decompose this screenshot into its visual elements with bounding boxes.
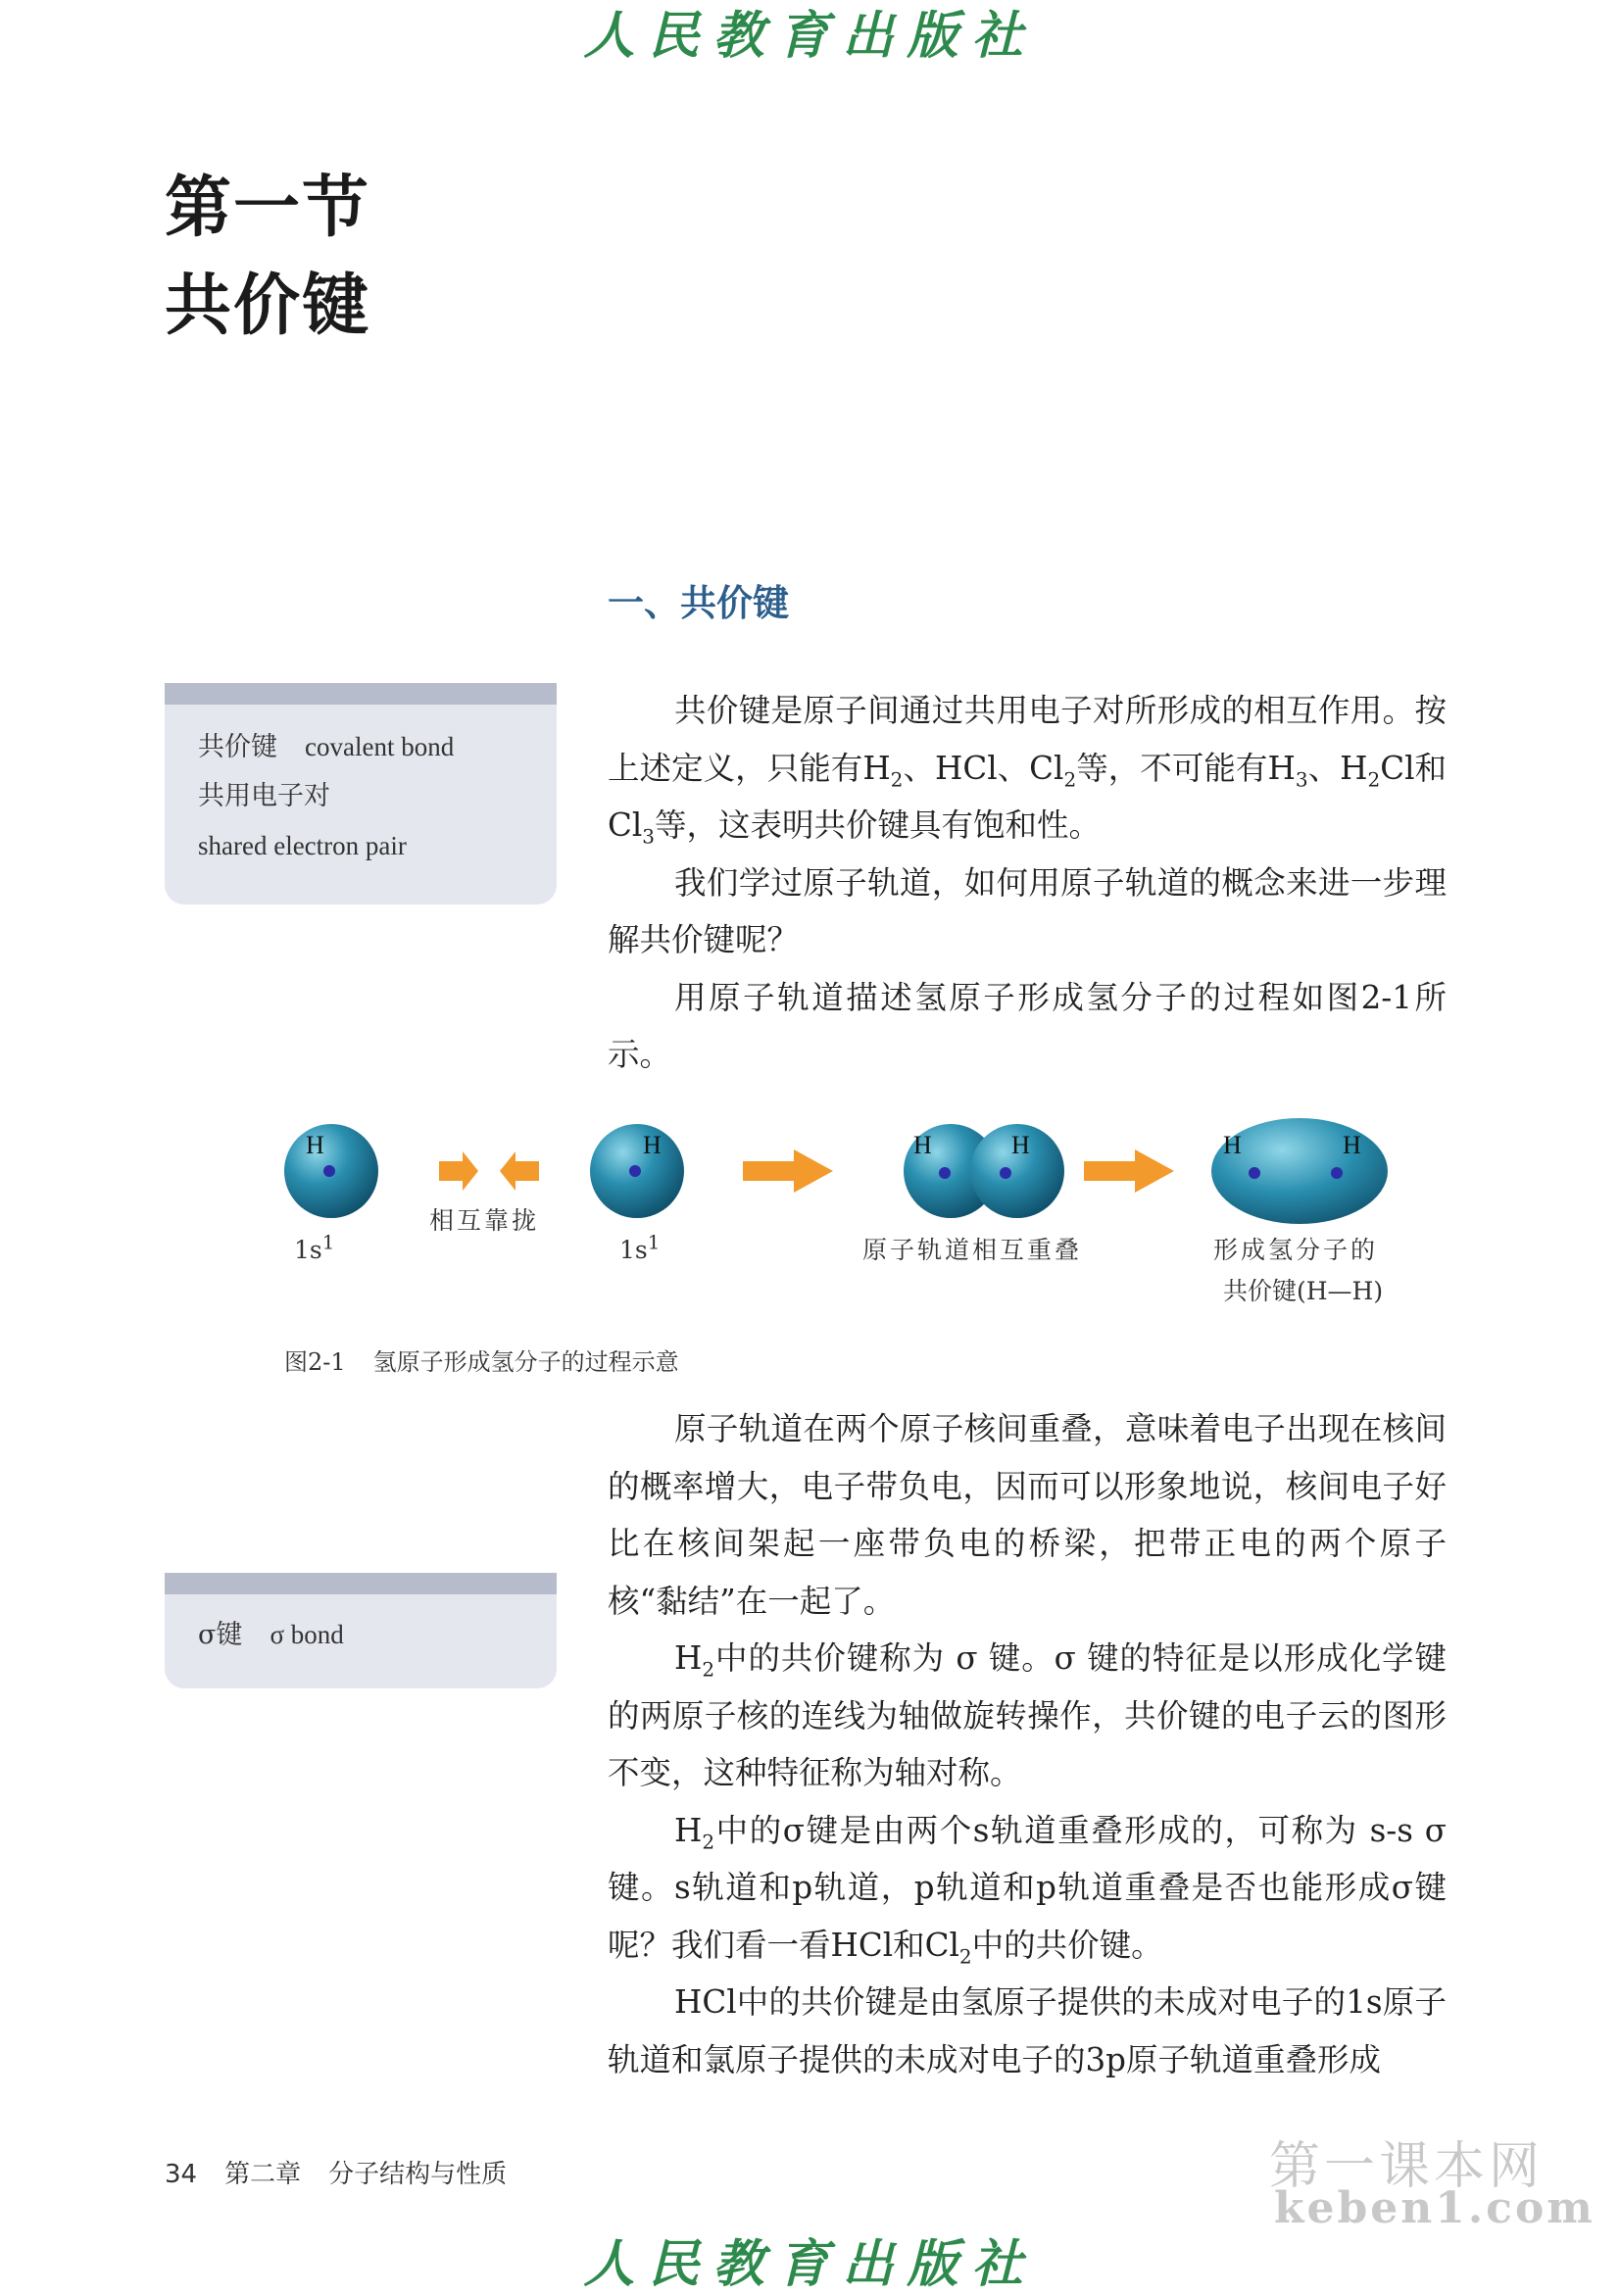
arrow-right-icon [439,1151,478,1191]
glossary-term-en: σ bond [270,1620,344,1649]
paragraph-covalent-definition: 共价键是原子间通过共用电子对所形成的相互作用。按上述定义，只能有$H_2$、HCl、$Cl_2$等，不可能有$H_3$、$H_2Cl$和$Cl_3$等，这表明共价键具有饱和性。 [608,692,1448,849]
paragraph-electron-bridge: 原子轨道在两个原子核间重叠，意味着电子出现在核间的概率增大，电子带负电，因而可以形象地说，核间电子好比在核间架起一座带负电的桥梁，把带正电的两个原子核“黏结”在一起了。 [608,1410,1447,1620]
nucleus-dot [323,1165,335,1177]
glossary-box-sigma [165,1573,557,1688]
nucleus-dot [939,1167,951,1179]
orbital-label-2: $1s^1$ [619,1230,661,1264]
atom-label: H [306,1131,324,1159]
glossary-box-covalent [165,683,557,904]
figure-number: 图2-1 [284,1348,346,1376]
paragraph-orbital-question: 我们学过原子轨道，如何用原子轨道的概念来进一步理解共价键呢？ [608,863,1447,958]
glossary-term-zh: 共价键 [198,732,277,762]
glossary-term-en: covalent bond [305,732,455,761]
glossary-term-row [198,1610,557,1660]
nucleus-dot [1331,1167,1343,1179]
paragraph-ss-sigma: $H_2$中的σ键是由两个s轨道重叠形成的，可称为 s-s σ 键。s轨道和p轨道，p轨道和p轨道重叠是否也能形成σ键呢？我们看一看HCl和$Cl_2$中的共价键。 [608,1811,1447,1968]
chapter-number: 第二章 [224,2160,302,2189]
page-footer [165,2154,534,2190]
figure-caption [284,1343,679,1377]
section-heading: 一、共价键 [608,582,789,624]
chapter-section-number: 第一节 [165,170,371,247]
body-text-block-2 [608,1400,1447,2088]
atom-label: H [643,1131,662,1159]
glossary-term-zh: σ键 [198,1620,243,1650]
watermark-url: keben1.com [1274,2183,1595,2233]
arrow-right-icon [1084,1149,1174,1193]
atom-label: H [1343,1131,1361,1159]
glossary-term-en: shared electron pair [198,831,407,860]
atom-label: H [1223,1131,1242,1159]
nucleus-dot [629,1165,641,1177]
nucleus-dot [1249,1167,1260,1179]
atom-label: H [913,1131,932,1159]
watermark-text: 第一课本网 [1269,2137,1545,2196]
arrow-right-icon [743,1149,833,1193]
glossary-term-zh: 共用电子对 [198,781,330,811]
orbital-label-1: $1s^1$ [294,1230,335,1264]
body-text-block-1 [608,682,1447,1084]
figure-caption-text: 氢原子形成氢分子的过程示意 [372,1348,679,1376]
chapter-title: 分子结构与性质 [328,2160,508,2189]
arrow-left-icon [500,1151,539,1191]
atom-label: H [1011,1131,1030,1159]
paragraph-hcl-bond: HCl中的共价键是由氢原子提供的未成对电子的1s原子轨道和氯原子提供的未成对电子的3p原子轨道重叠形成 [608,1983,1447,2078]
label-bond-line1: 形成氢分子的 [1213,1236,1379,1264]
label-orbital-overlap: 原子轨道相互重叠 [862,1236,1083,1264]
label-approach: 相互靠拢 [429,1206,540,1235]
publisher-logo-bottom: 人民教育出版社 [583,2234,1037,2294]
page-title: 共价键 [165,268,371,345]
page-number: 34 [165,2160,198,2189]
paragraph-figure-reference: 用原子轨道描述氢原子形成氢分子的过程如图2-1所示。 [608,978,1447,1073]
paragraph-sigma-bond: $H_2$中的共价键称为 σ 键。σ 键的特征是以形成化学键的两原子核的连线为轴做旋转操作，共价键的电子云的图形不变，这种特征称为轴对称。 [608,1639,1447,1791]
label-bond-line2: 共价键(H—H) [1223,1277,1384,1305]
glossary-term-row [198,722,557,772]
nucleus-dot [1000,1167,1011,1179]
publisher-logo: 人民教育出版社 [583,6,1037,66]
